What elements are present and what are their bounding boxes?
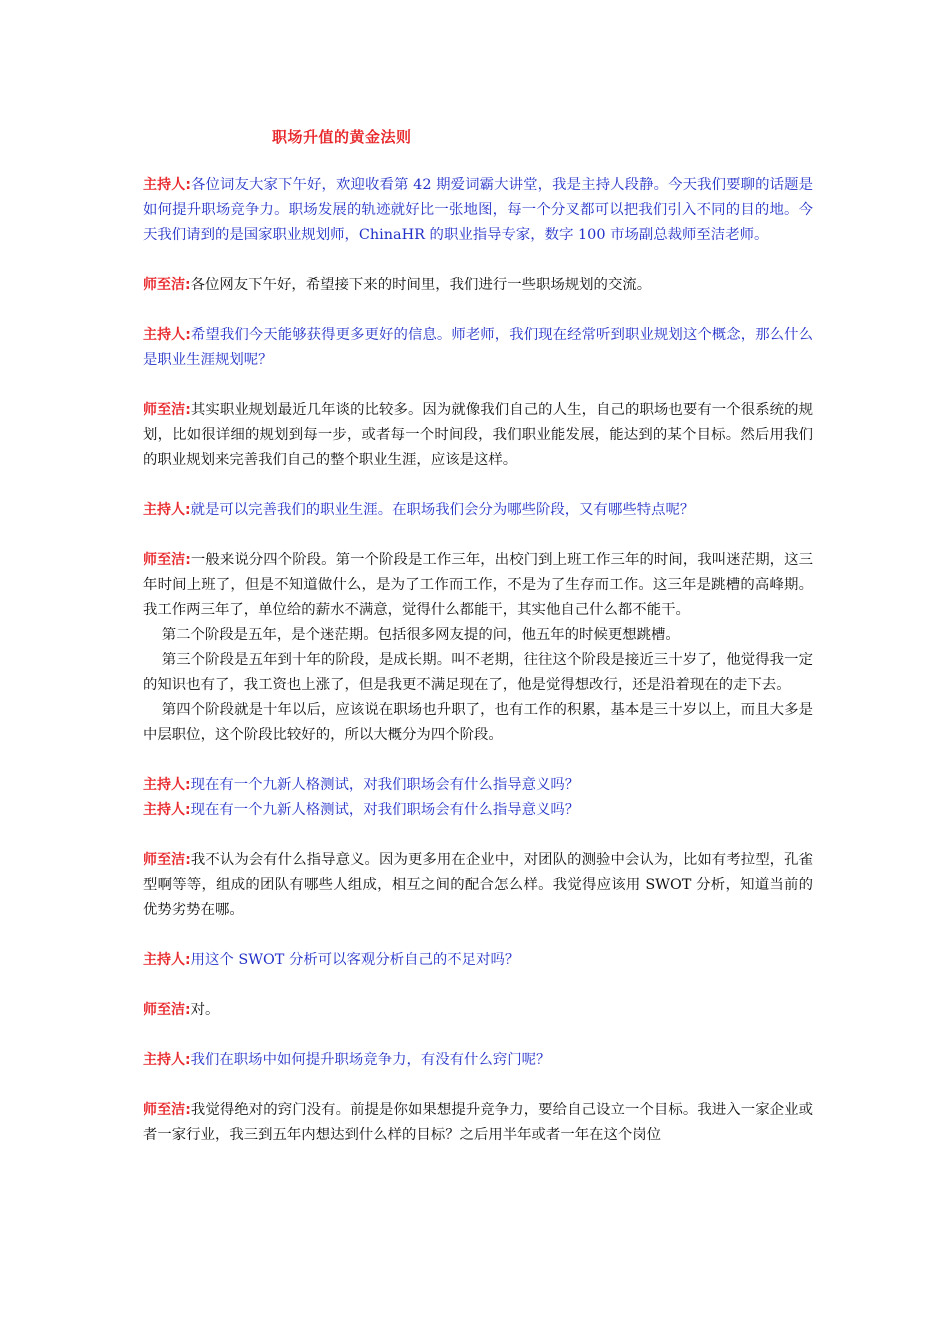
speaker-label-guest: 师至洁 bbox=[143, 852, 186, 868]
document-title: 职场升值的黄金法则 bbox=[272, 128, 412, 146]
host-paragraph: 主持人:用这个 SWOT 分析可以客观分析自己的不足对吗？ bbox=[143, 952, 520, 968]
speaker-label-guest: 师至洁 bbox=[143, 552, 186, 568]
speaker-label-host: 主持人 bbox=[143, 502, 185, 518]
host-text: 希望我们今天能够获得更多更好的信息。师老师，我们现在经常听到职业规划这个概念，那么什么是职业生涯规划呢？ bbox=[143, 327, 813, 368]
host-text: 用这个 SWOT 分析可以客观分析自己的不足对吗？ bbox=[190, 952, 520, 968]
guest-paragraph: 师至洁:各位网友下午好，希望接下来的时间里，我们进行一些职场规划的交流。 bbox=[143, 277, 652, 293]
guest-text: 各位网友下午好，希望接下来的时间里，我们进行一些职场规划的交流。 bbox=[190, 277, 652, 293]
host-paragraph: 主持人:我们在职场中如何提升职场竞争力，有没有什么窍门呢？ bbox=[143, 1052, 551, 1068]
guest-paragraph: 师至洁:一般来说分四个阶段。第一个阶段是工作三年，出校门到上班工作三年的时间，我叫迷茫期，这三年时间上班了，但是不知道做什么，是为了工作而工作，不是为了生存而工作。这三年是跳槽的高峰期。我工作两三年了，单位给的薪水不满意，觉得什么都能干，其实他自己什么都不能干。 bbox=[143, 552, 813, 618]
guest-text: 我觉得绝对的窍门没有。前提是你如果想提升竞争力，要给自己设立一个目标。我进入一家企业或者一家行业，我三到五年内想达到什么样的目标？之后用半年或者一年在这个岗位 bbox=[143, 1102, 813, 1143]
guest-paragraph: 师至洁:我觉得绝对的窍门没有。前提是你如果想提升竞争力，要给自己设立一个目标。我进入一家企业或者一家行业，我三到五年内想达到什么样的目标？之后用半年或者一年在这个岗位 bbox=[143, 1102, 813, 1143]
guest-continuation: 第四个阶段就是十年以后，应该说在职场也升职了，也有工作的积累，基本是三十岁以上，而且大多是中层职位，这个阶段比较好的，所以大概分为四个阶段。 bbox=[143, 702, 813, 743]
guest-text: 一般来说分四个阶段。第一个阶段是工作三年，出校门到上班工作三年的时间，我叫迷茫期，这三年时间上班了，但是不知道做什么，是为了工作而工作，不是为了生存而工作。这三年是跳槽的高峰期。我工作两三年了，单位给的薪水不满意，觉得什么都能干，其实他自己什么都不能干。 bbox=[143, 552, 813, 618]
host-text: 各位词友大家下午好，欢迎收看第 42 期爱词霸大讲堂，我是主持人段静。今天我们要聊的话题是如何提升职场竞争力。职场发展的轨迹就好比一张地图，每一个分叉都可以把我们引入不同的目的地。今天我们请到的是国家职业规划师，ChinaHR 的职业指导专家，数字 100 市场副总裁师至洁老师。 bbox=[143, 177, 814, 243]
host-paragraph-repeat: 主持人:现在有一个九新人格测试，对我们职场会有什么指导意义吗？ bbox=[143, 802, 580, 818]
guest-text: 其实职业规划最近几年谈的比较多。因为就像我们自己的人生，自己的职场也要有一个很系统的规划，比如很详细的规划到每一步，或者每一个时间段，我们职业能发展，能达到的某个目标。然后用我们的职业规划来完善我们自己的整个职业生涯，应该是这样。 bbox=[143, 402, 813, 468]
speaker-label-guest: 师至洁 bbox=[143, 402, 186, 418]
guest-continuation: 第二个阶段是五年，是个迷茫期。包括很多网友提的问，他五年的时候更想跳槽。 bbox=[161, 627, 680, 643]
speaker-label-host: 主持人 bbox=[143, 177, 186, 193]
host-paragraph: 主持人:现在有一个九新人格测试，对我们职场会有什么指导意义吗？ bbox=[143, 777, 580, 793]
speaker-label-host: 主持人 bbox=[143, 1052, 185, 1068]
host-text: 就是可以完善我们的职业生涯。在职场我们会分为哪些阶段，又有哪些特点呢？ bbox=[190, 502, 695, 518]
guest-paragraph: 师至洁:对。 bbox=[143, 1002, 220, 1018]
speaker-label-guest: 师至洁 bbox=[143, 277, 185, 293]
guest-paragraph: 师至洁:其实职业规划最近几年谈的比较多。因为就像我们自己的人生，自己的职场也要有一个很系统的规划，比如很详细的规划到每一步，或者每一个时间段，我们职业能发展，能达到的某个目标。然后用我们的职业规划来完善我们自己的整个职业生涯，应该是这样。 bbox=[143, 402, 813, 468]
speaker-label-host: 主持人 bbox=[143, 802, 185, 818]
speaker-label-host: 主持人 bbox=[143, 327, 186, 343]
speaker-label-host: 主持人 bbox=[143, 777, 185, 793]
host-paragraph: 主持人:希望我们今天能够获得更多更好的信息。师老师，我们现在经常听到职业规划这个概念，那么什么是职业生涯规划呢？ bbox=[143, 327, 813, 368]
speaker-label-host: 主持人 bbox=[143, 952, 185, 968]
host-text: 现在有一个九新人格测试，对我们职场会有什么指导意义吗？ bbox=[190, 777, 580, 793]
host-text: 我们在职场中如何提升职场竞争力，有没有什么窍门呢？ bbox=[190, 1052, 551, 1068]
host-paragraph: 主持人:就是可以完善我们的职业生涯。在职场我们会分为哪些阶段，又有哪些特点呢？ bbox=[143, 502, 695, 518]
guest-text: 对。 bbox=[190, 1002, 220, 1018]
guest-text: 我不认为会有什么指导意义。因为更多用在企业中，对团队的测验中会认为，比如有考拉型，孔雀型啊等等，组成的团队有哪些人组成，相互之间的配合怎么样。我觉得应该用 SWOT 分析，知道当前的优势劣势在哪。 bbox=[143, 852, 813, 918]
guest-continuation: 第三个阶段是五年到十年的阶段，是成长期。叫不老期，往往这个阶段是接近三十岁了，他觉得我一定的知识也有了，我工资也上涨了，但是我更不满足现在了，他是觉得想改行，还是沿着现在的走下去。 bbox=[143, 652, 813, 693]
speaker-label-guest: 师至洁 bbox=[143, 1002, 185, 1018]
host-text: 现在有一个九新人格测试，对我们职场会有什么指导意义吗？ bbox=[190, 802, 580, 818]
speaker-label-guest: 师至洁 bbox=[143, 1102, 186, 1118]
host-paragraph: 主持人:各位词友大家下午好，欢迎收看第 42 期爱词霸大讲堂，我是主持人段静。今天我们要聊的话题是如何提升职场竞争力。职场发展的轨迹就好比一张地图，每一个分叉都可以把我们引入不同的目的地。今天我们请到的是国家职业规划师，ChinaHR 的职业指导专家，数字 100 市场副总裁师至洁老师。 bbox=[143, 177, 814, 243]
dialogue-body bbox=[143, 173, 813, 1148]
guest-paragraph: 师至洁:我不认为会有什么指导意义。因为更多用在企业中，对团队的测验中会认为，比如有考拉型，孔雀型啊等等，组成的团队有哪些人组成，相互之间的配合怎么样。我觉得应该用 SWOT 分析，知道当前的优势劣势在哪。 bbox=[143, 852, 813, 918]
